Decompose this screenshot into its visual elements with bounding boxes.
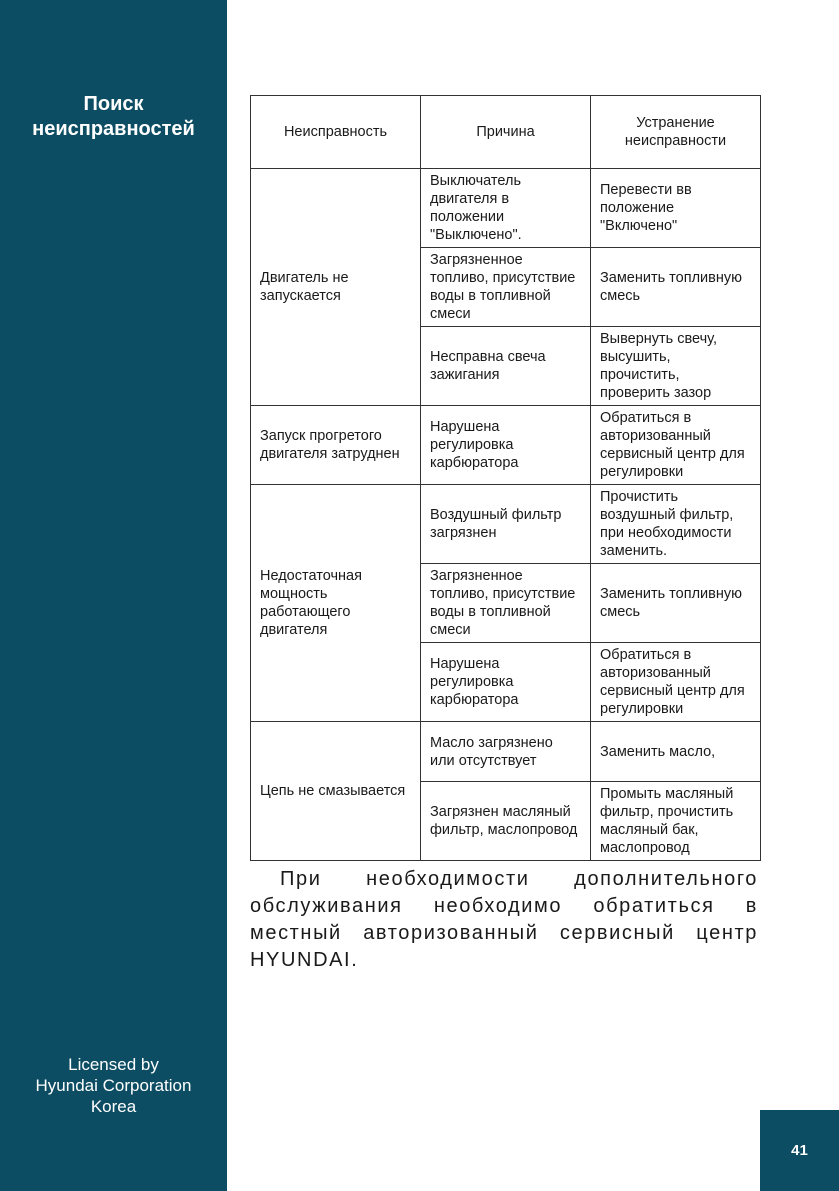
section-title-line1: Поиск [83,93,144,115]
fix-cell: Обратиться в авторизованный сервисный центр для регулировки [591,406,761,485]
fix-cell: Вывернуть свечу, высушить, прочистить, проверить зазор [591,327,761,406]
fix-cell: Перевести вв положение "Включено" [591,169,761,248]
fix-cell: Обратиться в авторизованный сервисный центр для регулировки [591,643,761,722]
fix-cell: Заменить топливную смесь [591,248,761,327]
page-number: 41 [760,1110,839,1191]
section-title-line2: неисправностей [32,118,195,140]
fault-cell: Запуск прогретого двигателя затруднен [251,406,421,485]
cause-cell: Воздушный фильтр загрязнен [421,485,591,564]
cause-cell: Загрязненное топливо, присутствие воды в топливной смеси [421,564,591,643]
license-text [0,1054,227,1117]
cause-cell: Нарушена регулировка карбюратора [421,643,591,722]
service-note: При необходимости дополнительного обслуживания необходимо обратиться в местный авторизованный сервисный центр HYUNDAI. [250,868,758,971]
table-row [251,169,761,248]
license-line3: Korea [90,1097,137,1116]
table-row [251,406,761,485]
section-title [0,92,227,142]
fix-cell: Промыть масляный фильтр, прочистить масляный бак, маслопровод [591,782,761,861]
cause-cell: Нарушена регулировка карбюратора [421,406,591,485]
cause-cell: Выключатель двигателя в положении "Выключено". [421,169,591,248]
fix-cell: Заменить масло, [591,722,761,782]
cause-cell: Несправна свеча зажигания [421,327,591,406]
cause-cell: Загрязненное топливо, присутствие воды в топливной смеси [421,248,591,327]
license-line1: Licensed by [68,1055,159,1074]
license-line2: Hyundai Corporation [35,1076,192,1095]
fault-cell: Недостаточная мощность работающего двигателя [251,485,421,722]
troubleshooting-table [250,95,761,861]
cause-cell: Загрязнен масляный фильтр, маслопровод [421,782,591,861]
fix-cell: Прочистить воздушный фильтр, при необходимости заменить. [591,485,761,564]
table-header-row [251,96,761,169]
header-cause: Причина [421,96,591,169]
cause-cell: Масло загрязнено или отсутствует [421,722,591,782]
header-fault: Неисправность [251,96,421,169]
fault-cell: Цепь не смазывается [251,722,421,861]
fault-cell: Двигатель не запускается [251,169,421,406]
fix-cell: Заменить топливную смесь [591,564,761,643]
table-row [251,485,761,564]
header-fix: Устранение неисправности [591,96,761,169]
table-row [251,722,761,782]
sidebar [0,0,227,1191]
